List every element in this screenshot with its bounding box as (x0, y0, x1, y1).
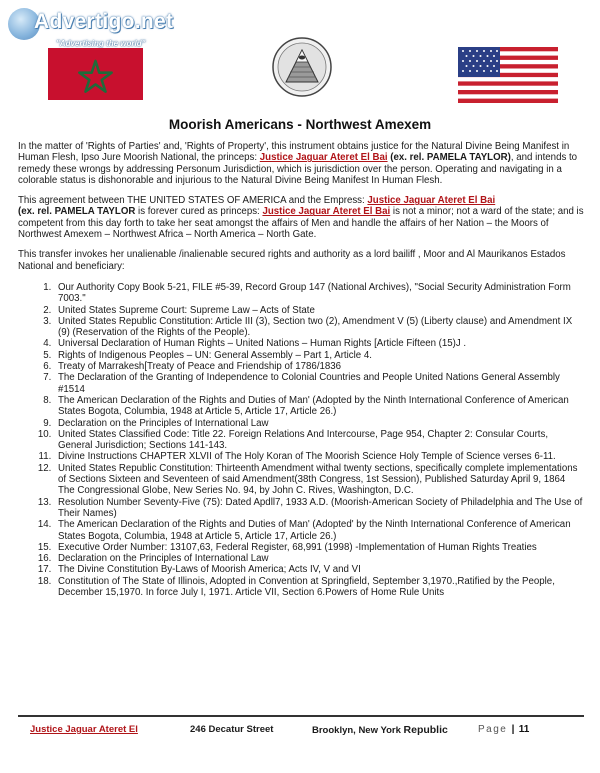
footer-city-name: Brooklyn, New York (312, 725, 401, 736)
list-item: 6. Treaty of Marrakesh[Treaty of Peace and Friendship of 1786/1836 (54, 361, 584, 372)
watermark (4, 4, 174, 50)
list-item: 2. United States Supreme Court: Supreme Law – Acts of State (54, 305, 584, 316)
list-item: 16. Declaration on the Principles of International Law (54, 553, 584, 564)
list-item: 3. United States Republic Constitution: Article III (3), Section two (2), Amendment V (5) (Liberty clause) and Amendment IX (9) (Reservation of the Rights of the People). (54, 316, 584, 339)
footer-name: Justice Jaguar Ateret El (30, 724, 138, 735)
page-label: Page (478, 724, 508, 735)
list-item: 9. Declaration on the Principles of International Law (54, 418, 584, 429)
list-item: 8. The American Declaration of the Rights and Duties of Man' (Adopted by the Ninth International Conference of American States Bogota, Columbia, 1948 at Article 5, Article 17, Article 26.) (54, 395, 584, 418)
para2-text2: is forever cured as princeps: (135, 206, 263, 218)
page-separator: | (511, 724, 515, 735)
footer-street: 246 Decatur Street (190, 724, 274, 735)
paragraph-agreement (18, 195, 584, 240)
princeps-name-link-2: Justice Jaguar Ateret El Bai (262, 206, 391, 218)
para2-text1: This agreement between THE UNITED STATES OF AMERICA and the Empress: (18, 195, 368, 207)
authority-list (18, 282, 584, 598)
list-item: 4. Universal Declaration of Human Rights – United Nations – Human Rights [Article Fifteen (15)J . (54, 338, 584, 349)
para2-relation: (ex. rel. PAMELA TAYLOR (18, 206, 136, 218)
usa-flag-icon (458, 47, 558, 103)
list-item: 11. Divine Instructions CHAPTER XLVII of The Holy Koran of The Moorish Science Holy Temple of Science verses 6-11. (54, 451, 584, 462)
pyramid-seal-icon (272, 36, 332, 98)
para2-text3: is not a minor; not a ward of the state; and is competent from this day forth to take her seat amongst the affairs of Men and handle the affairs of her Nation – the Moors of Northwest Amexem – Northwest Africa – North America – North Gate. (18, 206, 584, 241)
list-item: 17. The Divine Constitution By-Laws of Moorish America; Acts IV, V and VI (54, 564, 584, 575)
page-number (478, 724, 529, 735)
paragraph-transfer: This transfer invokes her unalienable /inalienable secured rights and authority as a lord bailiff , Moor and Al Maurikanos Estados National and beneficiary: (18, 249, 566, 272)
footer-divider (18, 715, 584, 717)
list-item: 10. United States Classified Code: Title 22. Foreign Relations And Intercourse, Page 954, Chapter 2: Consular Courts, General Jurisdiction; Sections 141-143. (54, 429, 584, 452)
para1-relation: (ex. rel. PAMELA TAYLOR) (387, 152, 511, 164)
watermark-brand: Advertigo.net (34, 10, 174, 33)
page-footer (0, 724, 600, 740)
princeps-name-link: Justice Jaguar Ateret El Bai (259, 152, 388, 164)
list-item: 13. Resolution Number Seventy-Five (75): Dated Apdll7, 1933 A.D. (Moorish-American Society of Philadelphia and The Use of Their Names) (54, 497, 584, 520)
empress-name-link: Justice Jaguar Ateret El Bai (367, 195, 496, 207)
document-title: Moorish Americans - Northwest Amexem (168, 117, 432, 132)
morocco-flag-icon (48, 48, 143, 100)
page-number-value: 11 (518, 724, 530, 735)
list-item: 18. Constitution of The State of Illinois, Adopted in Convention at Springfield, September 3,1970.,Ratified by the People, December 15,1970. In force July I, 1971. Article VII, Section 6.Powers of Home Rule Units (54, 576, 584, 599)
list-item: 15. Executive Order Number: 13107,63, Federal Register, 68,991 (1998) -Implementation of Human Rights Treaties (54, 542, 584, 553)
list-item: 12. United States Republic Constitution: Thirteenth Amendment withal twenty sections, specifically complete implementations of Sections Sixteen and Seventeen of said Amendment(38th Congress, 1st Session), Published Saturday April 9, 1864 The Congressional Globe, New Series No. 94, by John C. Rives, Washington, D.C. (54, 463, 584, 497)
paragraph-rights-of-parties (18, 141, 584, 186)
para1-text1: In the matter of 'Rights of Parties' and, 'Rights of Property', this instrument obtains justice for the Natural Divine Being Manifest in Human Flesh, Ipso Jure Moorish National, the princeps: (18, 141, 570, 164)
footer-republic: Republic (403, 724, 448, 736)
document-body (18, 141, 584, 598)
watermark-tagline: "Advertising the world" (56, 39, 146, 48)
footer-city (312, 724, 448, 736)
list-item: 14. The American Declaration of the Rights and Duties of Man' (Adopted' by the Ninth International Conference of American States Bogota, Columbia, 1948 at Article 5, Article 17, Article 26.) (54, 519, 584, 542)
list-item: 7. The Declaration of the Granting of Independence to Colonial Countries and People United Nations General Assembly #1514 (54, 372, 584, 395)
list-item: 1. Our Authority Copy Book 5-21, FILE #5-39, Record Group 147 (National Archives), "Social Security Administration Form 7003." (54, 282, 584, 305)
para1-text2: , and intends to remedy these wrongs by addressing Personum Jurisdiction, which is jurisdiction over the person. Operating and navigating in a colorable status is dishonorable and injurious to the Natural Divine Being Manifest In Human Flesh. (18, 152, 578, 186)
list-item: 5. Rights of Indigenous Peoples – UN: General Assembly – Part 1, Article 4. (54, 350, 584, 361)
